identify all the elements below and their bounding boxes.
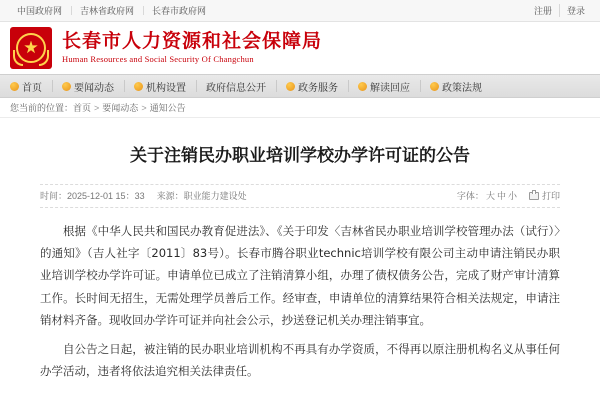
breadcrumb-item-news[interactable]: 要闻动态: [102, 103, 139, 113]
article-source: [157, 189, 247, 202]
bullet-icon: [358, 82, 367, 91]
topbar-account-links: [527, 4, 592, 17]
topbar-links: [8, 4, 215, 17]
publish-time: [40, 189, 145, 202]
font-size-medium[interactable]: 中: [496, 191, 506, 201]
breadcrumb-separator: >: [141, 102, 147, 113]
article-container: [0, 118, 600, 382]
nav-item-interpretation[interactable]: [348, 75, 420, 97]
breadcrumb-prefix: 您当前的位置：: [10, 103, 74, 113]
nav-item-policy[interactable]: [420, 75, 492, 97]
nav-item-label: 解读回应: [370, 82, 410, 94]
nav-item-label: 要闻动态: [74, 82, 114, 94]
bullet-icon: [430, 82, 439, 91]
site-title: 长春市人力资源和社会保障局: [62, 29, 323, 52]
print-button[interactable]: [529, 189, 560, 202]
banner-text-block: [62, 31, 322, 65]
article-meta: [40, 184, 560, 208]
link-jilin-gov[interactable]: 吉林省政府网: [71, 4, 143, 17]
bullet-icon: [10, 82, 19, 91]
font-size-small[interactable]: 小: [507, 191, 517, 201]
breadcrumb-item-notice[interactable]: 通知公告: [149, 103, 186, 113]
nav-item-label: 政府信息公开: [206, 82, 266, 94]
link-changchun-gov[interactable]: 长春市政府网: [143, 4, 215, 17]
font-size-large[interactable]: 大: [485, 191, 495, 201]
nav-item-news[interactable]: [52, 75, 124, 97]
print-label: 打印: [541, 191, 560, 201]
top-utility-bar: [0, 0, 600, 22]
font-size-label: 字体：: [456, 191, 484, 201]
nav-item-label: 政务服务: [298, 82, 338, 94]
link-login[interactable]: 登录: [559, 4, 592, 17]
bullet-icon: [62, 82, 71, 91]
nav-item-services[interactable]: [276, 75, 348, 97]
bullet-icon: [134, 82, 143, 91]
nav-item-government-info[interactable]: [196, 75, 276, 97]
page-title: 关于注销民办职业培训学校办学许可证的公告: [130, 146, 470, 166]
nav-item-label: 首页: [22, 82, 42, 94]
gear-star-icon: [16, 33, 46, 63]
article-paragraph: 根据《中华人民共和国民办教育促进法》、《关于印发〈吉林省民办职业培训学校管理办法（试行）〉的通知》（吉人社字〔2011〕83号）。长春市腾谷职业technic培训学校有限公司主动申请注销民办职业培训学校办学许可证。申请单位已成立了注销清算小组，办理了债权债务公告，完成了财产审计清算工作。长时间无招生，无需处理学员善后工作。经审查，申请单位的清算结果符合相关法规定，申请注销材料齐备。现收回办学许可证并向社会公示，抄送登记机关办理注销事宜。: [40, 223, 560, 328]
article-source-label: 来源：: [156, 191, 184, 201]
site-title-english: Human Resources and Social Security Of Changchun: [62, 54, 254, 65]
publish-time-value: 2025-12-01 15：33: [67, 191, 145, 201]
article-source-value: 职业能力建设处: [183, 191, 247, 201]
printer-icon: [529, 192, 539, 200]
breadcrumb-separator: >: [94, 102, 100, 113]
bullet-icon: [286, 82, 295, 91]
link-register[interactable]: 注册: [533, 6, 552, 16]
site-banner: [0, 22, 600, 74]
nav-item-label: 政策法规: [442, 82, 482, 94]
link-china-gov[interactable]: 中国政府网: [17, 6, 63, 16]
main-navigation: [0, 74, 600, 98]
breadcrumb-item-home[interactable]: 首页: [73, 103, 92, 113]
nav-item-label: 机构设置: [146, 82, 186, 94]
breadcrumb: [0, 98, 600, 118]
article-body: [40, 208, 560, 383]
article-paragraph: 自公告之日起，被注销的民办职业培训机构不再具有办学资质，不得再以原注册机构名义从事任何办学活动，违者将依法追究相关法律责任。: [40, 341, 560, 379]
nav-item-organization[interactable]: [124, 75, 196, 97]
font-size-control: [457, 189, 517, 202]
nav-item-home[interactable]: [0, 75, 52, 97]
national-emblem-icon: [10, 27, 52, 69]
publish-time-label: 时间：: [40, 191, 68, 201]
